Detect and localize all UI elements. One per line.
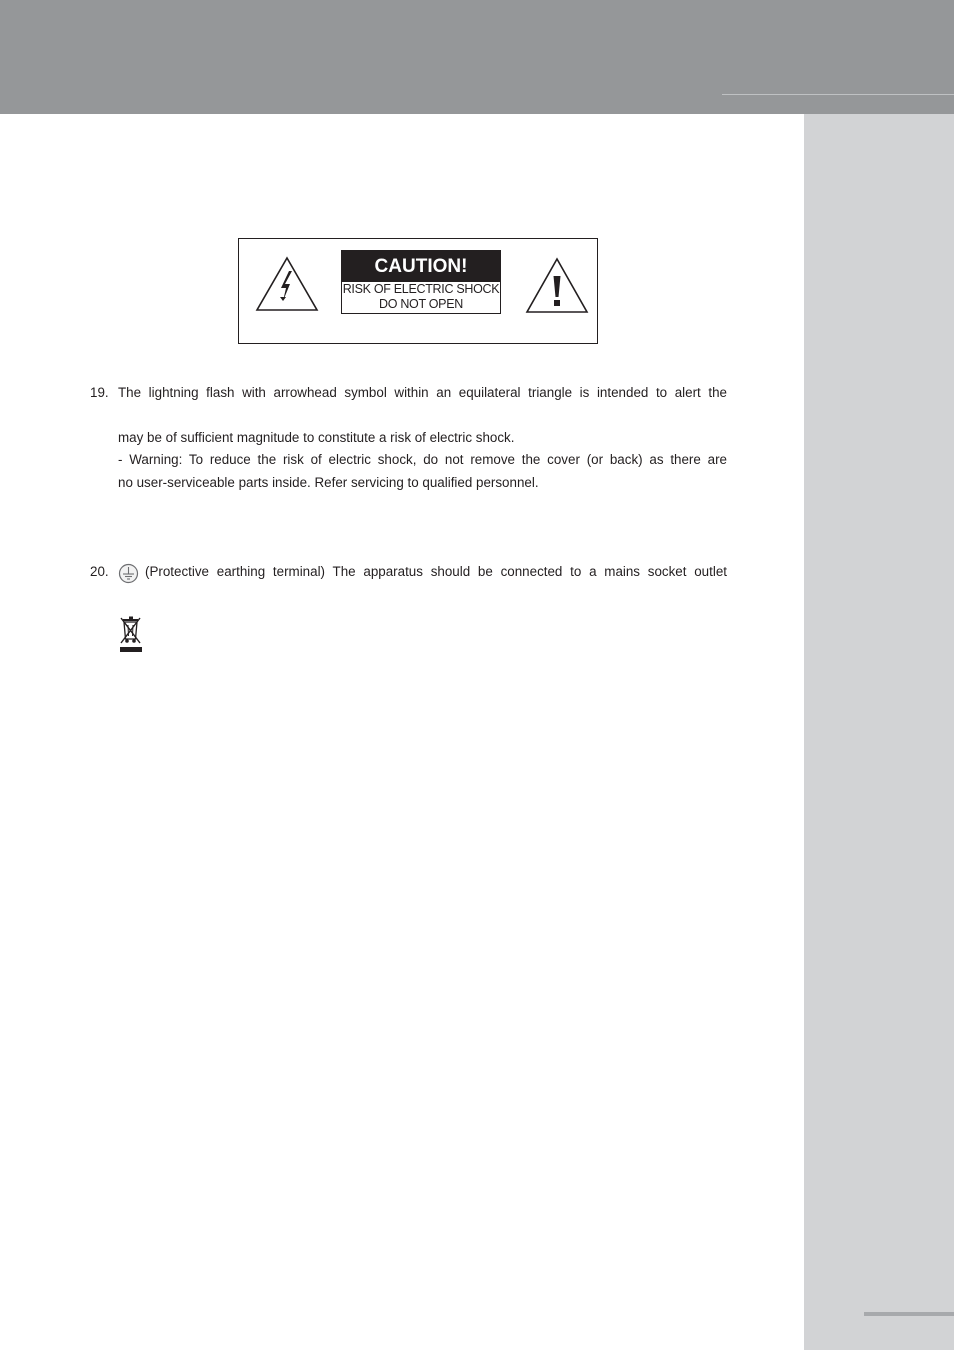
caution-label [341, 250, 501, 314]
header-band [0, 0, 954, 114]
item-20-number: 20. [90, 564, 109, 579]
item-19-line-3: - Warning: To reduce the risk of electric shock, do not remove the cover (or back) as there are [118, 452, 727, 467]
protective-earth-icon [118, 563, 139, 584]
item-19-line-4: no user-serviceable parts inside. Refer servicing to qualified personnel. [118, 475, 539, 490]
caution-line-2: DO NOT OPEN [379, 297, 463, 311]
header-rule [722, 94, 954, 95]
item-19-line-1: The lightning flash with arrowhead symbol within an equilateral triangle is intended to alert the [118, 385, 727, 400]
side-panel [804, 114, 954, 1350]
item-20-line-1: (Protective earthing terminal) The apparatus should be connected to a mains socket outlet [145, 564, 727, 579]
caution-box [238, 238, 598, 344]
exclamation-triangle-icon [525, 257, 589, 313]
crossed-out-wheelie-bin-icon [119, 615, 143, 655]
lightning-triangle-icon [255, 256, 319, 312]
caution-line-1: RISK OF ELECTRIC SHOCK [342, 282, 500, 296]
item-19-line-2: may be of sufficient magnitude to constitute a risk of electric shock. [118, 430, 515, 445]
caution-title: CAUTION! [342, 251, 500, 282]
item-19-number: 19. [90, 385, 109, 400]
page-number-rule [864, 1312, 954, 1316]
